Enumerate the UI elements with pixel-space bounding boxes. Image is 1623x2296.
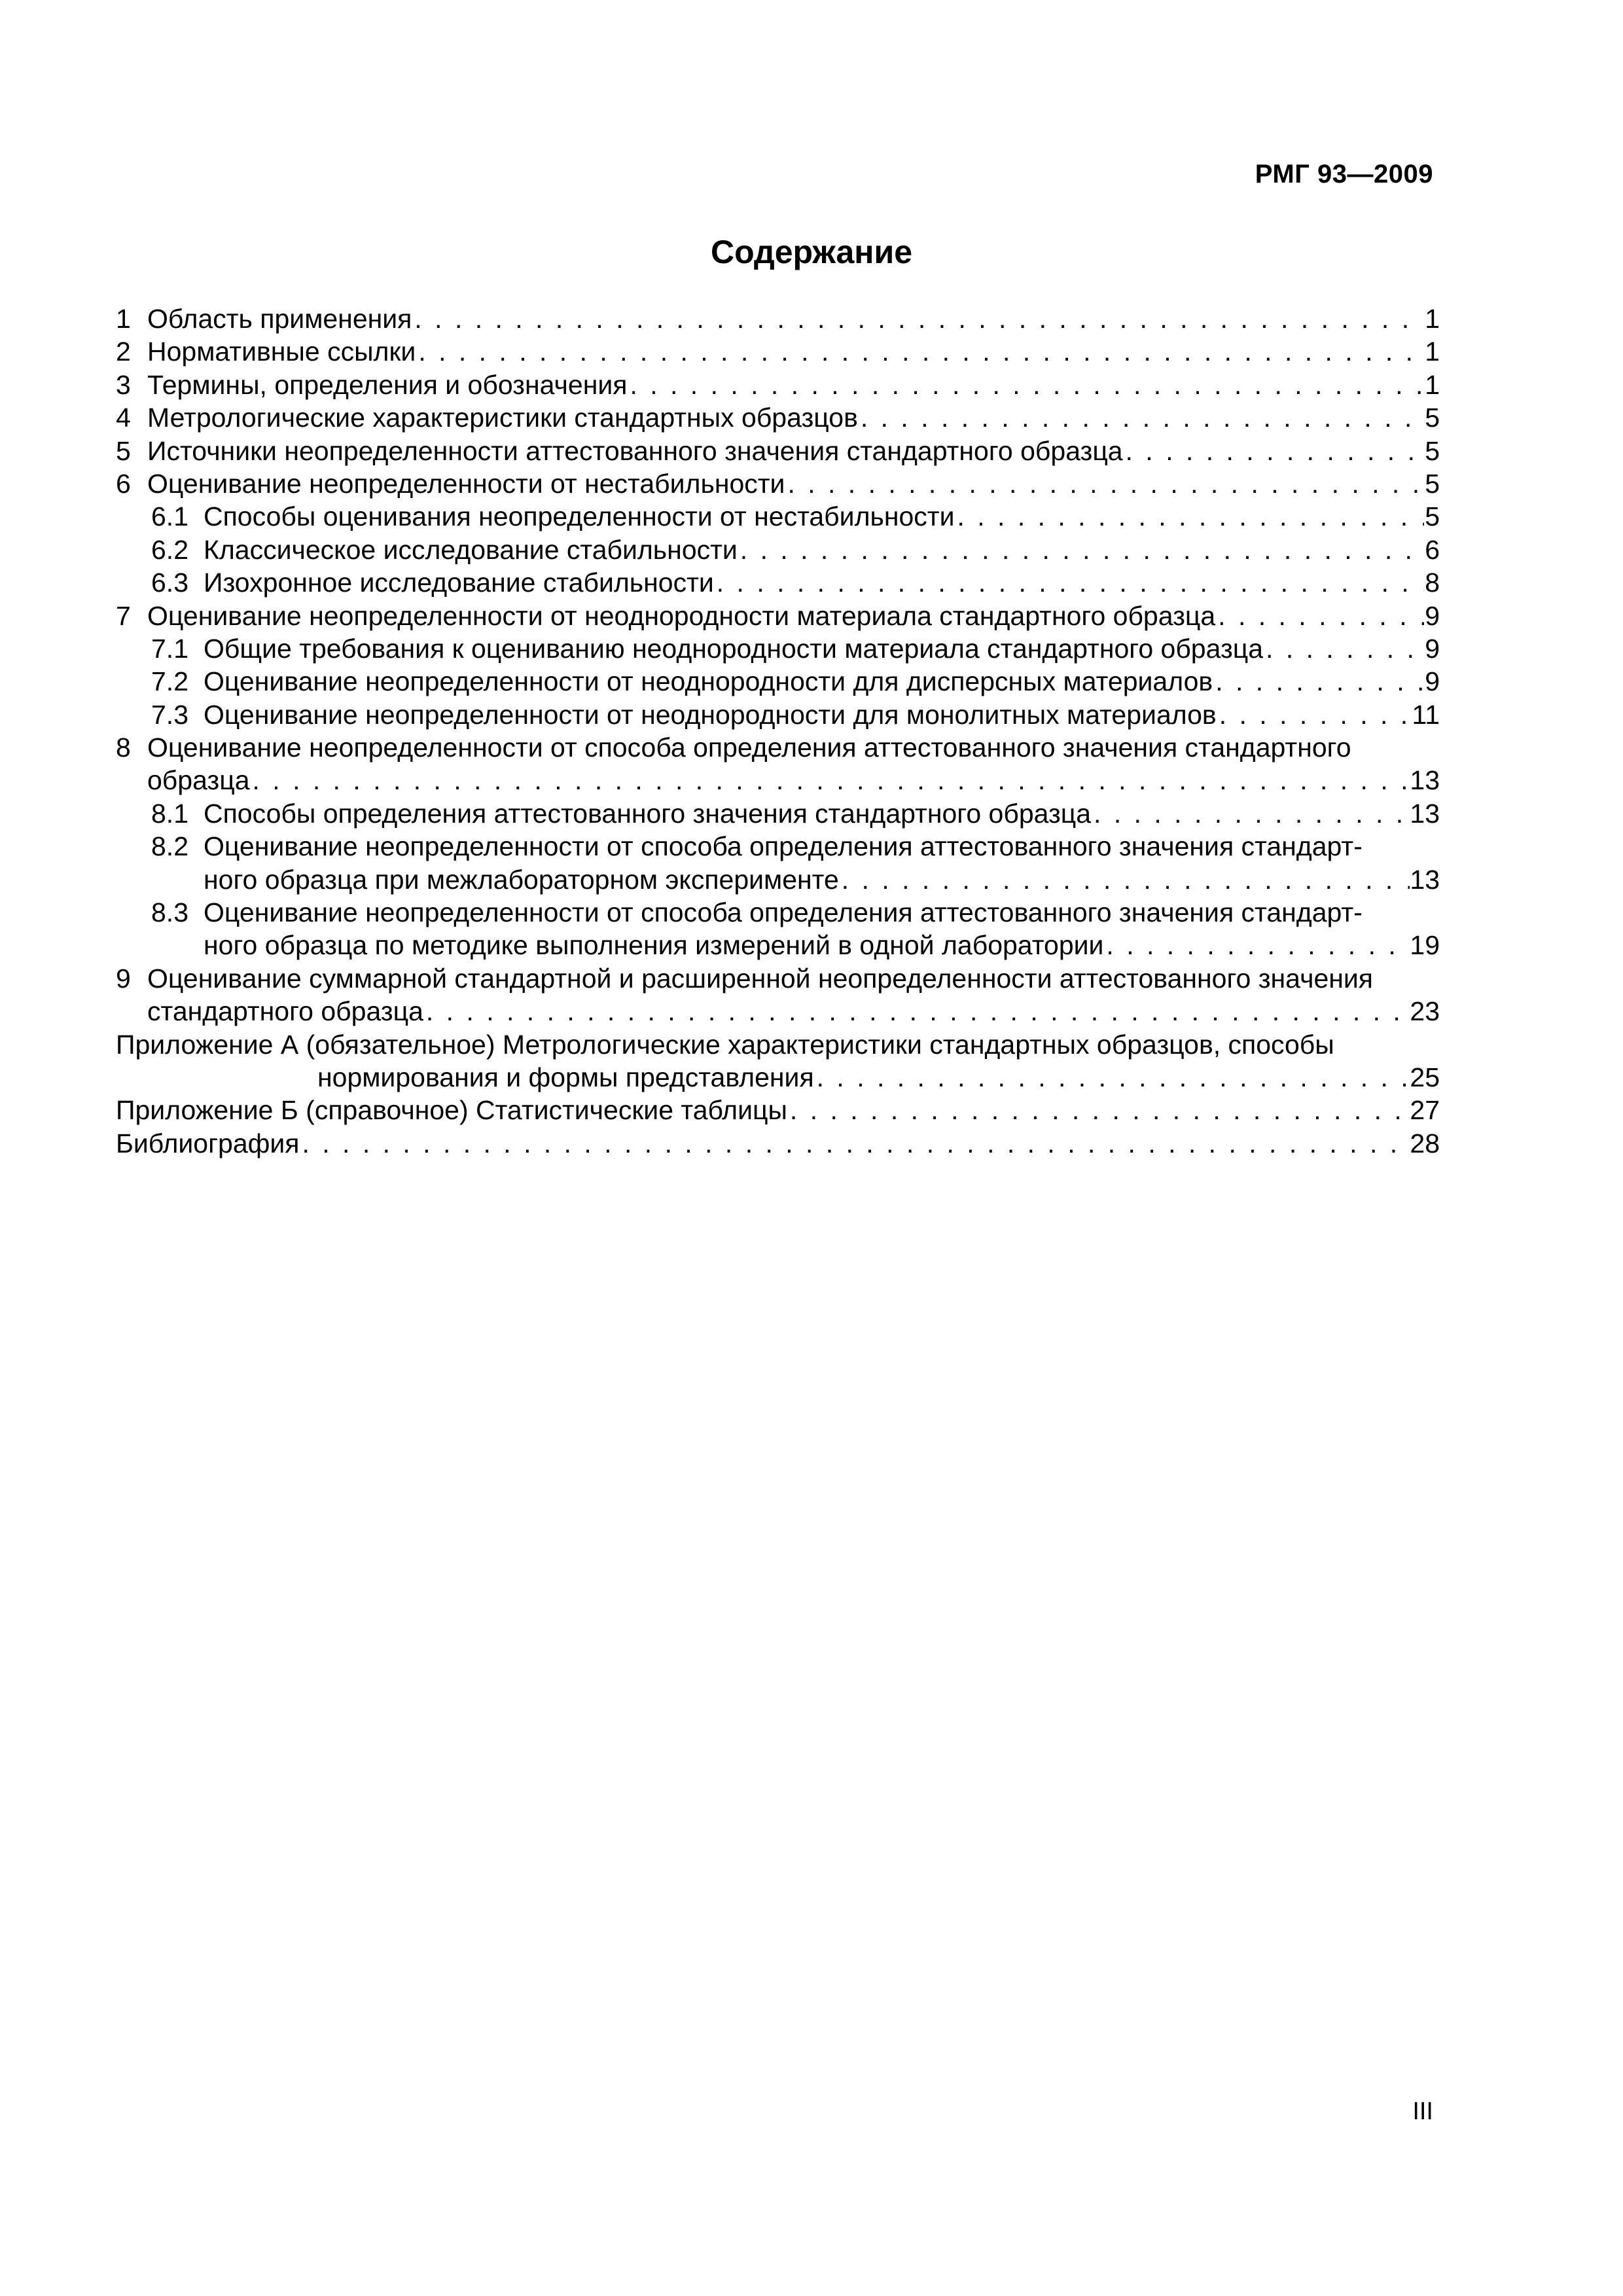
toc-entry-8-3[interactable] bbox=[116, 896, 1440, 962]
toc-entry-page: 11 bbox=[1412, 699, 1440, 730]
toc-entry-title: Термины, определения и обозначения bbox=[147, 369, 628, 400]
toc-entry-title: Оценивание неопределенности от способа определения аттестованного значения стандарт- bbox=[204, 831, 1363, 862]
toc-entry-page: 27 bbox=[1410, 1095, 1440, 1126]
toc-entry-title: Оценивание неопределенности от неоднородности для дисперсных материалов bbox=[204, 666, 1213, 697]
toc-entry-number: 9 bbox=[116, 963, 131, 994]
toc-entry-7[interactable] bbox=[116, 600, 1440, 632]
table-of-contents bbox=[116, 302, 1440, 1160]
toc-entry-title: Нормативные ссылки bbox=[147, 336, 416, 367]
toc-leader-dots bbox=[416, 335, 1424, 368]
toc-entry-page: 9 bbox=[1425, 600, 1440, 631]
toc-leader-dots bbox=[1213, 665, 1424, 698]
toc-entry-page: 9 bbox=[1425, 666, 1440, 697]
toc-entry-page: 1 bbox=[1425, 369, 1440, 400]
toc-leader-dots bbox=[714, 566, 1424, 599]
toc-entry-6-1[interactable] bbox=[116, 500, 1440, 533]
toc-leader-dots bbox=[627, 368, 1424, 401]
toc-entry-number: 6.2 bbox=[151, 534, 188, 565]
toc-entry-page: 13 bbox=[1410, 798, 1440, 829]
document-code: РМГ 93—2009 bbox=[1255, 160, 1433, 188]
toc-entry-title: Оценивание неопределенности от неоднородности материала стандартного образца bbox=[147, 600, 1216, 631]
toc-entry-number: 2 bbox=[116, 336, 131, 367]
toc-entry-title: Способы оценивания неопределенности от нестабильности bbox=[204, 501, 955, 532]
toc-entry-title: Метрологические характеристики стандартных образцов bbox=[147, 403, 858, 433]
toc-entry-title: Изохронное исследование стабильности bbox=[204, 567, 714, 598]
toc-entry-number: 8.1 bbox=[151, 798, 188, 829]
toc-entry-2[interactable] bbox=[116, 335, 1440, 368]
toc-leader-dots bbox=[738, 533, 1424, 566]
toc-entry-8-1[interactable] bbox=[116, 797, 1440, 830]
toc-entry-number: 5 bbox=[116, 435, 131, 466]
toc-entry-appendix-a[interactable] bbox=[116, 1028, 1440, 1094]
toc-leader-dots bbox=[785, 467, 1424, 500]
toc-entry-appendix-b[interactable] bbox=[116, 1094, 1440, 1126]
toc-entry-number: 3 bbox=[116, 369, 131, 400]
toc-entry-page: 13 bbox=[1410, 864, 1440, 895]
toc-leader-dots bbox=[839, 863, 1410, 896]
toc-entry-number: 7 bbox=[116, 600, 131, 631]
toc-entry-1[interactable] bbox=[116, 302, 1440, 335]
toc-entry-title: Источники неопределенности аттестованного значения стандартного образца bbox=[147, 435, 1123, 466]
toc-leader-dots bbox=[423, 995, 1410, 1028]
toc-entry-page: 5 bbox=[1425, 468, 1440, 499]
toc-entry-title-continued: ного образца при межлабораторном эксперименте bbox=[204, 864, 839, 895]
toc-entry-title: Оценивание суммарной стандартной и расширенной неопределенности аттестованного значения bbox=[147, 963, 1373, 994]
toc-entry-8-2[interactable] bbox=[116, 830, 1440, 896]
toc-entry-8[interactable] bbox=[116, 731, 1440, 797]
toc-entry-3[interactable] bbox=[116, 368, 1440, 401]
toc-entry-page: 9 bbox=[1425, 633, 1440, 664]
toc-entry-6-3[interactable] bbox=[116, 566, 1440, 599]
toc-entry-number: 6 bbox=[116, 468, 131, 499]
toc-entry-page: 5 bbox=[1425, 501, 1440, 532]
toc-leader-dots bbox=[1103, 929, 1410, 961]
toc-entry-number: 8 bbox=[116, 732, 131, 763]
toc-entry-7-3[interactable] bbox=[116, 698, 1440, 731]
toc-entry-title: Классическое исследование стабильности bbox=[204, 534, 738, 565]
toc-entry-number: 4 bbox=[116, 403, 131, 433]
toc-entry-title: Оценивание неопределенности от способа определения аттестованного значения стандарт- bbox=[204, 897, 1363, 928]
toc-entry-number: 6.3 bbox=[151, 567, 188, 598]
toc-entry-title: Приложение Б (справочное) Статистические таблицы bbox=[116, 1095, 787, 1126]
toc-leader-dots bbox=[1123, 435, 1424, 467]
toc-entry-title: Общие требования к оцениванию неоднородности материала стандартного образца bbox=[204, 633, 1264, 664]
toc-entry-number: 7.3 bbox=[151, 699, 188, 730]
toc-leader-dots bbox=[250, 764, 1410, 797]
toc-title: Содержание bbox=[710, 234, 913, 270]
toc-entry-page: 28 bbox=[1410, 1128, 1440, 1158]
toc-entry-number: 7.1 bbox=[151, 633, 188, 664]
toc-leader-dots bbox=[1215, 600, 1424, 632]
toc-entry-page: 5 bbox=[1425, 435, 1440, 466]
toc-entry-page: 6 bbox=[1425, 534, 1440, 565]
toc-entry-page: 25 bbox=[1410, 1062, 1440, 1092]
toc-entry-number: 7.2 bbox=[151, 666, 188, 697]
toc-leader-dots bbox=[412, 302, 1424, 335]
toc-entry-title: Оценивание неопределенности от нестабильности bbox=[147, 468, 785, 499]
toc-entry-title-continued: стандартного образца bbox=[147, 996, 423, 1027]
toc-entry-7-2[interactable] bbox=[116, 665, 1440, 698]
toc-entry-title: Приложение А (обязательное) Метрологические характеристики стандартных образцов, способы bbox=[116, 1029, 1334, 1060]
toc-entry-title-continued: ного образца по методике выполнения измерений в одной лаборатории bbox=[204, 930, 1104, 961]
toc-entry-page: 13 bbox=[1410, 765, 1440, 796]
toc-entry-number: 1 bbox=[116, 304, 131, 334]
toc-entry-6-2[interactable] bbox=[116, 533, 1440, 566]
toc-entry-number: 6.1 bbox=[151, 501, 188, 532]
toc-entry-title: Область применения bbox=[147, 304, 412, 334]
toc-entry-bibliography[interactable] bbox=[116, 1127, 1440, 1160]
toc-leader-dots bbox=[858, 401, 1424, 434]
toc-entry-6[interactable] bbox=[116, 467, 1440, 500]
toc-entry-page: 23 bbox=[1410, 996, 1440, 1027]
toc-entry-title: Библиография bbox=[116, 1128, 300, 1158]
toc-entry-title: Оценивание неопределенности от способа определения аттестованного значения стандартного bbox=[147, 732, 1351, 763]
toc-entry-9[interactable] bbox=[116, 962, 1440, 1028]
toc-entry-number: 8.2 bbox=[151, 831, 188, 862]
toc-leader-dots bbox=[1263, 632, 1424, 665]
toc-entry-page: 19 bbox=[1410, 930, 1440, 961]
toc-entry-title: Оценивание неопределенности от неоднородности для монолитных материалов bbox=[204, 699, 1217, 730]
toc-entry-title-continued: нормирования и формы представления bbox=[317, 1062, 814, 1092]
toc-leader-dots bbox=[954, 500, 1424, 533]
toc-entry-5[interactable] bbox=[116, 435, 1440, 467]
toc-entry-page: 8 bbox=[1425, 567, 1440, 598]
toc-leader-dots bbox=[1091, 797, 1410, 830]
toc-entry-number: 8.3 bbox=[151, 897, 188, 928]
toc-entry-title: Способы определения аттестованного значения стандартного образца bbox=[204, 798, 1092, 829]
toc-entry-page: 1 bbox=[1425, 304, 1440, 334]
toc-entry-7-1[interactable] bbox=[116, 632, 1440, 665]
page-number: III bbox=[1412, 2098, 1433, 2125]
toc-entry-page: 5 bbox=[1425, 403, 1440, 433]
toc-entry-4[interactable] bbox=[116, 401, 1440, 434]
toc-leader-dots bbox=[299, 1127, 1410, 1160]
toc-leader-dots bbox=[787, 1094, 1410, 1126]
toc-entry-page: 1 bbox=[1425, 336, 1440, 367]
toc-leader-dots bbox=[814, 1061, 1410, 1094]
toc-leader-dots bbox=[1217, 698, 1412, 731]
toc-entry-title-continued: образца bbox=[147, 765, 250, 796]
